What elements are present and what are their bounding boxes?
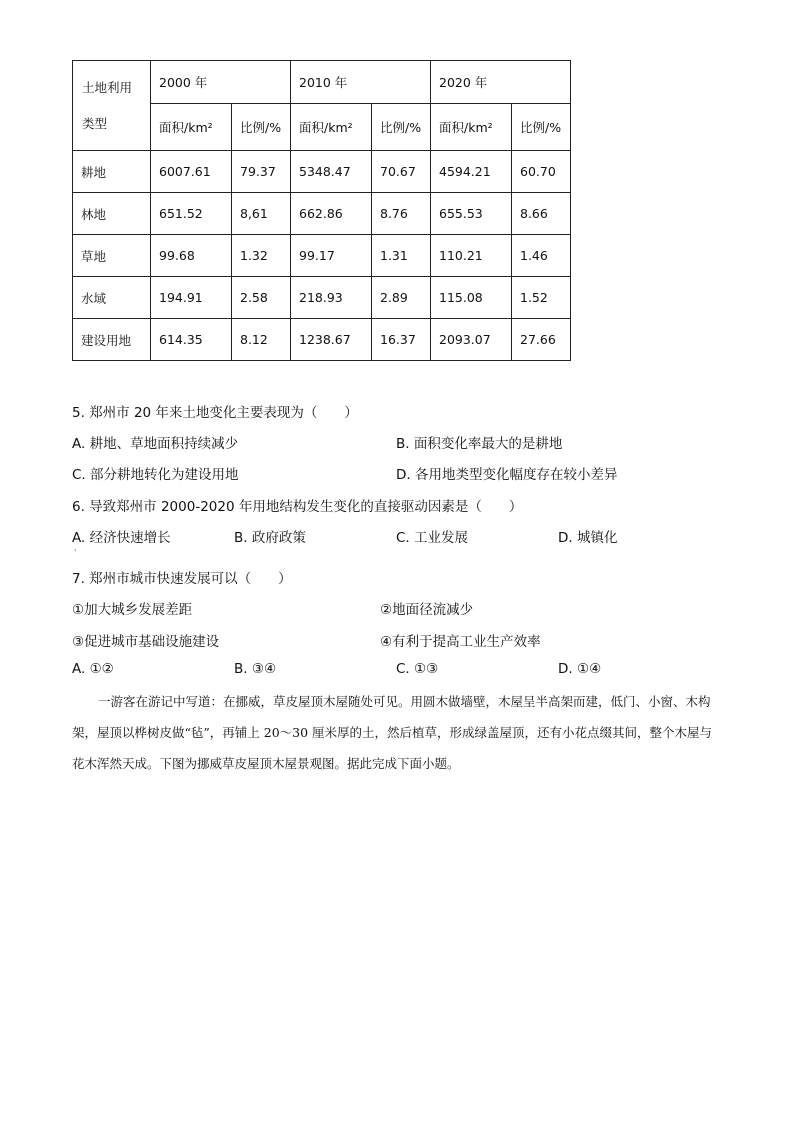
land-type-header-line2: 类型 (82, 115, 108, 131)
area-header: 面积/km² (151, 104, 232, 151)
question-7-option-b[interactable]: B. ③④ (234, 661, 277, 677)
land-type-header (73, 61, 151, 151)
table-cell: 27.66 (512, 319, 571, 361)
stray-dot: · (74, 546, 77, 555)
area-header: 面积/km² (291, 104, 372, 151)
question-5-option-b[interactable]: B. 面积变化率最大的是耕地 (396, 436, 563, 452)
table-cell: 60.70 (512, 151, 571, 193)
table-cell: 8.66 (512, 193, 571, 235)
table-cell: 662.86 (291, 193, 372, 235)
land-type-cell: 水域 (73, 277, 151, 319)
land-type-cell: 草地 (73, 235, 151, 277)
question-6-option-c[interactable]: C. 工业发展 (396, 530, 469, 546)
table-cell: 655.53 (431, 193, 512, 235)
land-type-cell: 建设用地 (73, 319, 151, 361)
year-header: 2000 年 (151, 61, 291, 104)
table-cell: 218.93 (291, 277, 372, 319)
question-7-option-d[interactable]: D. ①④ (558, 661, 602, 677)
question-7-statement-3: ③促进城市基础设施建设 (72, 634, 220, 650)
table-cell: 1.32 (232, 235, 291, 277)
land-type-cell: 耕地 (73, 151, 151, 193)
table-row (73, 151, 571, 193)
table-cell: 8,61 (232, 193, 291, 235)
question-7-option-c[interactable]: C. ①③ (396, 661, 439, 677)
question-7-statement-2: ②地面径流减少 (380, 602, 474, 618)
table-cell: 4594.21 (431, 151, 512, 193)
land-use-table (72, 60, 571, 361)
ratio-header: 比例/% (512, 104, 571, 151)
question-7-statement-4: ④有利于提高工业生产效率 (380, 634, 541, 650)
question-5-stem: 5. 郑州市 20 年来土地变化主要表现为（ ） (72, 405, 358, 421)
table-cell: 2.89 (372, 277, 431, 319)
ratio-header: 比例/% (372, 104, 431, 151)
question-6-option-a[interactable]: A. 经济快速增长 (72, 530, 171, 546)
table-cell: 79.37 (232, 151, 291, 193)
table-cell: 194.91 (151, 277, 232, 319)
table-cell: 8.12 (232, 319, 291, 361)
question-5-option-a[interactable]: A. 耕地、草地面积持续减少 (72, 436, 239, 452)
table-cell: 1.31 (372, 235, 431, 277)
land-type-cell: 林地 (73, 193, 151, 235)
question-7-option-a[interactable]: A. ①② (72, 661, 114, 677)
table-cell: 115.08 (431, 277, 512, 319)
table-row (73, 235, 571, 277)
table-cell: 110.21 (431, 235, 512, 277)
question-7-statement-1: ①加大城乡发展差距 (72, 602, 193, 618)
table-row (73, 277, 571, 319)
table-cell: 99.68 (151, 235, 232, 277)
table-cell: 1238.67 (291, 319, 372, 361)
question-6-option-d[interactable]: D. 城镇化 (558, 530, 618, 546)
table-cell: 614.35 (151, 319, 232, 361)
passage-text: 一游客在游记中写道：在挪威，草皮屋顶木屋随处可见。用圆木做墙壁，木屋呈半高架而建，低门、小窗、木构架，屋顶以桦树皮做“毡”，再铺上 20～30 厘米厚的土，然后植草，形成绿盖屋顶，还有小花点缀其间，整个木屋与花木浑然天成。下图为挪威草皮屋顶木屋景观图。据此完成下面小题。 (72, 694, 713, 771)
table-cell: 2.58 (232, 277, 291, 319)
table-cell: 99.17 (291, 235, 372, 277)
table-header-row (73, 61, 571, 104)
year-header: 2020 年 (431, 61, 571, 104)
table-cell: 651.52 (151, 193, 232, 235)
table-cell: 70.67 (372, 151, 431, 193)
question-5-option-c[interactable]: C. 部分耕地转化为建设用地 (72, 467, 239, 483)
table-cell: 8.76 (372, 193, 431, 235)
table-cell: 16.37 (372, 319, 431, 361)
land-type-header-line1: 土地利用 (82, 79, 133, 95)
table-row (73, 319, 571, 361)
table-cell: 1.52 (512, 277, 571, 319)
table-cell: 6007.61 (151, 151, 232, 193)
question-5-option-d[interactable]: D. 各用地类型变化幅度存在较小差异 (396, 467, 618, 483)
ratio-header: 比例/% (232, 104, 291, 151)
reading-passage (72, 686, 722, 779)
table-row (73, 193, 571, 235)
question-7-stem: 7. 郑州市城市快速发展可以（ ） (72, 571, 292, 587)
question-6-stem: 6. 导致郑州市 2000-2020 年用地结构发生变化的直接驱动因素是（ ） (72, 499, 523, 515)
table-cell: 1.46 (512, 235, 571, 277)
question-6-option-b[interactable]: B. 政府政策 (234, 530, 306, 546)
table-cell: 2093.07 (431, 319, 512, 361)
table-cell: 5348.47 (291, 151, 372, 193)
year-header: 2010 年 (291, 61, 431, 104)
area-header: 面积/km² (431, 104, 512, 151)
